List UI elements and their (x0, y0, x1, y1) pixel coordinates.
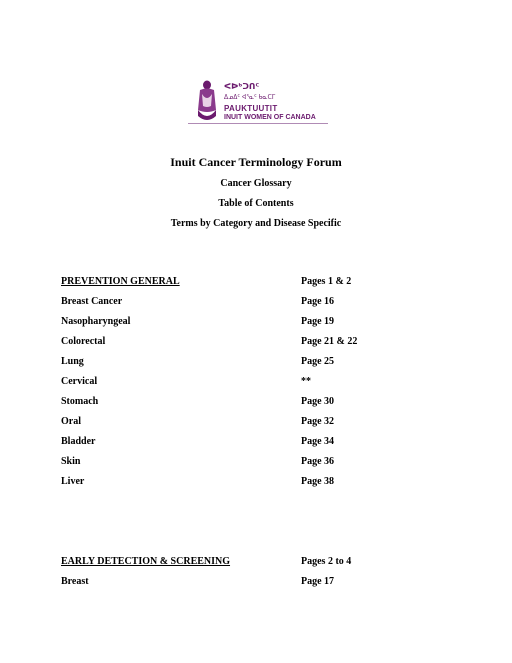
toc-section-early-detection (61, 556, 461, 596)
toc-row (61, 396, 461, 416)
toc-pages: Page 16 (301, 296, 335, 307)
toc-pages: Page 21 & 22 (301, 336, 358, 347)
toc-pages: Page 25 (301, 356, 335, 367)
toc-row (61, 456, 461, 476)
toc-row (61, 316, 461, 336)
toc-pages: Page 36 (301, 456, 335, 467)
toc-term: Stomach (61, 396, 99, 407)
section-pages: Pages 2 to 4 (301, 556, 352, 567)
logo-subtitle: INUIT WOMEN OF CANADA (224, 114, 316, 121)
toc-row (61, 356, 461, 376)
toc-pages: Page 32 (301, 416, 335, 427)
document-title: Inuit Cancer Terminology Forum (170, 155, 342, 169)
toc-pages: Page 30 (301, 396, 335, 407)
section-heading: PREVENTION GENERAL (61, 276, 180, 287)
toc-term: Oral (61, 416, 81, 427)
logo-divider (188, 123, 328, 124)
toc-row (61, 436, 461, 456)
toc-term: Nasopharyngeal (61, 316, 131, 327)
pauktuutit-logo (188, 80, 328, 126)
toc-row (61, 296, 461, 316)
toc-pages: Page 38 (301, 476, 335, 487)
toc-pages: ** (301, 376, 311, 387)
inuit-woman-figure-icon (194, 80, 220, 122)
document-subtitle-terms: Terms by Category and Disease Specific (170, 218, 342, 229)
toc-pages: Page 34 (301, 436, 335, 447)
toc-term: Breast Cancer (61, 296, 123, 307)
logo-name: PAUKTUUTIT (224, 104, 278, 113)
toc-term: Cervical (61, 376, 98, 387)
toc-section-prevention (61, 276, 461, 496)
section-header-row (61, 556, 461, 576)
toc-pages: Page 19 (301, 316, 335, 327)
toc-term: Bladder (61, 436, 96, 447)
toc-row (61, 476, 461, 496)
logo-syllabics-line1: ᐸᐅᒃᑐᑎᑦ (224, 82, 260, 91)
toc-term: Colorectal (61, 336, 106, 347)
toc-row (61, 336, 461, 356)
toc-term: Breast (61, 576, 89, 587)
toc-row (61, 416, 461, 436)
toc-term: Liver (61, 476, 85, 487)
logo-syllabics-line2: ᐃᓄᐃᑦ ᐊᕐᓇᑦ ᑲᓇᑕᒥ (224, 94, 276, 101)
document-subtitle-glossary: Cancer Glossary (220, 178, 292, 189)
toc-row (61, 576, 461, 596)
section-heading: EARLY DETECTION & SCREENING (61, 556, 231, 567)
toc-term: Lung (61, 356, 84, 367)
toc-term: Skin (61, 456, 81, 467)
document-subtitle-toc: Table of Contents (218, 198, 294, 209)
section-pages: Pages 1 & 2 (301, 276, 352, 287)
section-header-row (61, 276, 461, 296)
toc-row (61, 376, 461, 396)
toc-pages: Page 17 (301, 576, 335, 587)
